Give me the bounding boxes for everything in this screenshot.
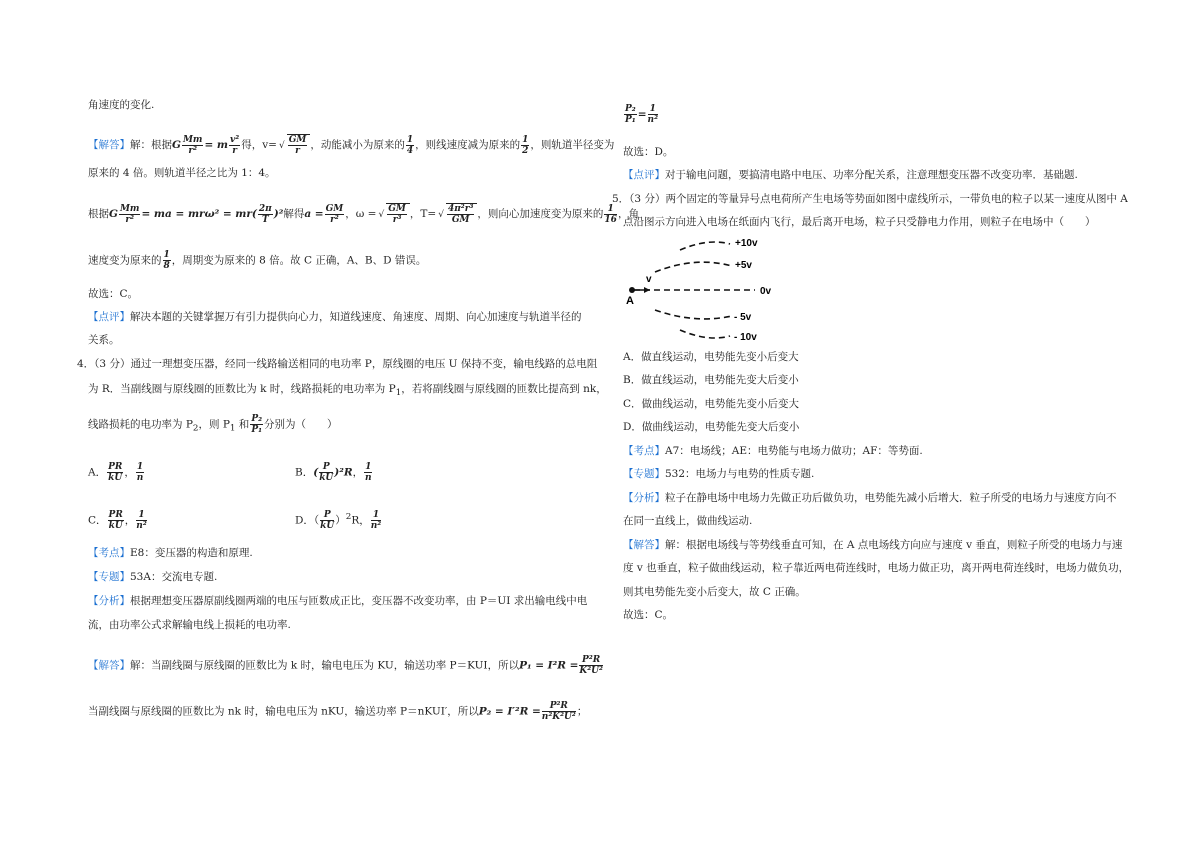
text-line: 则其电势能先变小后变大，故 C 正确。	[623, 586, 806, 598]
equipotential-minus5	[655, 310, 732, 319]
label-minus5: - 5v	[734, 312, 752, 323]
option-a[interactable]: A． $\frac{PR}{kU}$ ， $\frac{1}{n}$	[88, 462, 144, 483]
zhuanti-line: 【专题】532：电场力与电势的性质专题.	[623, 468, 815, 480]
option-a[interactable]: A．做直线运动，电势能先变小后变大	[623, 351, 799, 363]
fenxi-line: 【分析】根据理想变压器原副线圈两端的电压与匝数成正比，变压器不改变功率，由 P＝UI 求出输电线中电	[88, 595, 588, 607]
zhuanti-line: 【专题】53A：交流电专题.	[88, 571, 218, 583]
label-minus10: - 10v	[734, 332, 757, 343]
comment-tag: 【点评】	[88, 311, 130, 323]
question-5-line: 5．（3 分）两个固定的等量异号点电荷所产生电场等势面如图中虚线所示，一带负电的粒子以某一速度从图中 A	[612, 193, 1128, 205]
point-a	[629, 287, 635, 293]
equipotential-plus10	[680, 242, 730, 250]
label-zero: 0v	[760, 286, 772, 297]
text-line: 故选：C。	[623, 609, 674, 621]
arrow-head-icon	[644, 287, 650, 293]
option-b[interactable]: B．做直线运动，电势能先变大后变小	[623, 374, 799, 386]
text-line: 角速度的变化.	[88, 99, 155, 111]
kaodian-line: 【考点】A7：电场线；AE：电势能与电场力做功；AF：等势面.	[623, 445, 923, 457]
text-line: 在同一直线上，做曲线运动.	[623, 515, 753, 527]
solution-line: 【解答】解：当副线圈与原线圈的匝数比为 k 时，输电电压为 KU，输送功率 P＝KUI，所以P₁ = I²R = $\frac{\text{P²R}}{\text{K²U²}}$	[88, 655, 603, 676]
text-line: 原来的 4 倍。则轨道半径之比为 1：4。	[88, 167, 276, 179]
equipotential-minus10	[680, 330, 730, 338]
label-plus10: +10v	[735, 238, 758, 249]
option-b[interactable]: B．( $\frac{P}{kU}$ )²R， $\frac{1}{n}$	[295, 462, 372, 483]
solution-tag: 【解答】	[88, 139, 130, 151]
option-c[interactable]: C． $\frac{PR}{kU}$ ， $\frac{1}{\text{n²}}$	[88, 510, 147, 531]
comment-line: 【点评】对于输电问题，要搞清电路中电压、功率分配关系，注意理想变压器不改变功率．基础题.	[623, 169, 1078, 181]
comment-line: 【点评】解决本题的关键掌握万有引力提供向心力，知道线速度、角速度、周期、向心加速度与轨道半径的	[88, 311, 582, 323]
text-line: 关系。	[88, 334, 120, 346]
text-line: 度 v 也垂直，粒子做曲线运动，粒子靠近两电荷连线时，电场力做正功，离开两电荷连线时，电场力做负功，	[623, 562, 1130, 574]
fenxi-line: 【分析】粒子在静电场中电场力先做正功后做负功，电势能先减小后增大．粒子所受的电场力与速度方向不	[623, 492, 1117, 504]
label-a: A	[626, 295, 634, 307]
text-line: 故选：D。	[623, 146, 674, 158]
question-4-line: 为 R．当副线圈与原线圈的匝数比为 k 时，线路损耗的电功率为 $P_1$，若将副线圈与原线圈的匝数比提高到 nk，	[88, 383, 607, 399]
solution-line: 当副线圈与原线圈的匝数比为 nk 时，输电电压为 nKU，输送功率 P＝nKUI′，所以P₂ = I′²R = $\frac{\text{P²R}}{\text{n²K²U²}}$ ；	[88, 701, 588, 722]
option-d[interactable]: D．做曲线运动，电势能先变大后变小	[623, 421, 800, 433]
label-plus5: +5v	[735, 260, 752, 271]
solution-line: 【解答】解：根据电场线与等势线垂直可知，在 A 点电场线方向应与速度 v 垂直，则粒子所受的电场力与速	[623, 539, 1123, 551]
option-c[interactable]: C．做曲线运动，电势能先变小后变大	[623, 398, 800, 410]
solution-line: 【解答】解：根据G $\frac{Mm}{\text{r²}}$ = m $\frac{\text{v²}}{r}$ 得，v= √ $\frac{GM}{r}$ ，动能减小为原来的 $\frac{1}{4}$ ，则线速度减为原来的 $\frac{1}{2}$ ，则轨道半径变为	[88, 134, 614, 156]
question-4-line: 线路损耗的电功率为 $P_2$，则 $P_1$ 和 $\frac{\text{P₂}}{\text{P₁}}$ 分别为（ ）	[88, 414, 338, 435]
option-d[interactable]: D．（ $\frac{P}{kU}$ ）$^2$R， $\frac{1}{\text{n²}}$	[295, 510, 382, 531]
label-v: v	[646, 274, 652, 285]
formula-line: $\frac{\text{P₂}}{\text{P₁}}$ = $\frac{1}{\text{n²}}$	[625, 104, 659, 125]
text-line: 速度变为原来的 $\frac{1}{8}$ ，周期变为原来的 8 倍。故 C 正确，A、B、D 错误。	[88, 250, 427, 271]
text-line: 流，由功率公式求解输电线上损耗的电功率.	[88, 619, 291, 631]
equipotential-plus5	[655, 262, 732, 272]
kaodian-line: 【考点】E8：变压器的构造和原理.	[88, 547, 253, 559]
equipotential-figure	[620, 232, 790, 344]
question-5-line: 点沿图示方向进入电场在纸面内飞行，最后离开电场，粒子只受静电力作用，则粒子在电场中（ ）	[623, 216, 1096, 228]
question-4-line: 4．（3 分）通过一理想变压器，经同一线路输送相同的电功率 P，原线圈的电压 U 保持不变，输电线路的总电阻	[77, 358, 598, 370]
text-line: 故选：C。	[88, 288, 139, 300]
formula-line: 根据G $\frac{Mm}{\text{r²}}$ = ma = mrω² = mr( $\frac{2\pi}{T}$ )²解得a = $\frac{GM}{\text{r²}}$ ，ω = √ $\frac{GM}{\text{r³}}$ ，T= √ $\frac{\text{4π²r³}}{GM}$ ，则向心加速度变为原来的 $\frac{1}{16}$ ，角	[88, 203, 639, 225]
